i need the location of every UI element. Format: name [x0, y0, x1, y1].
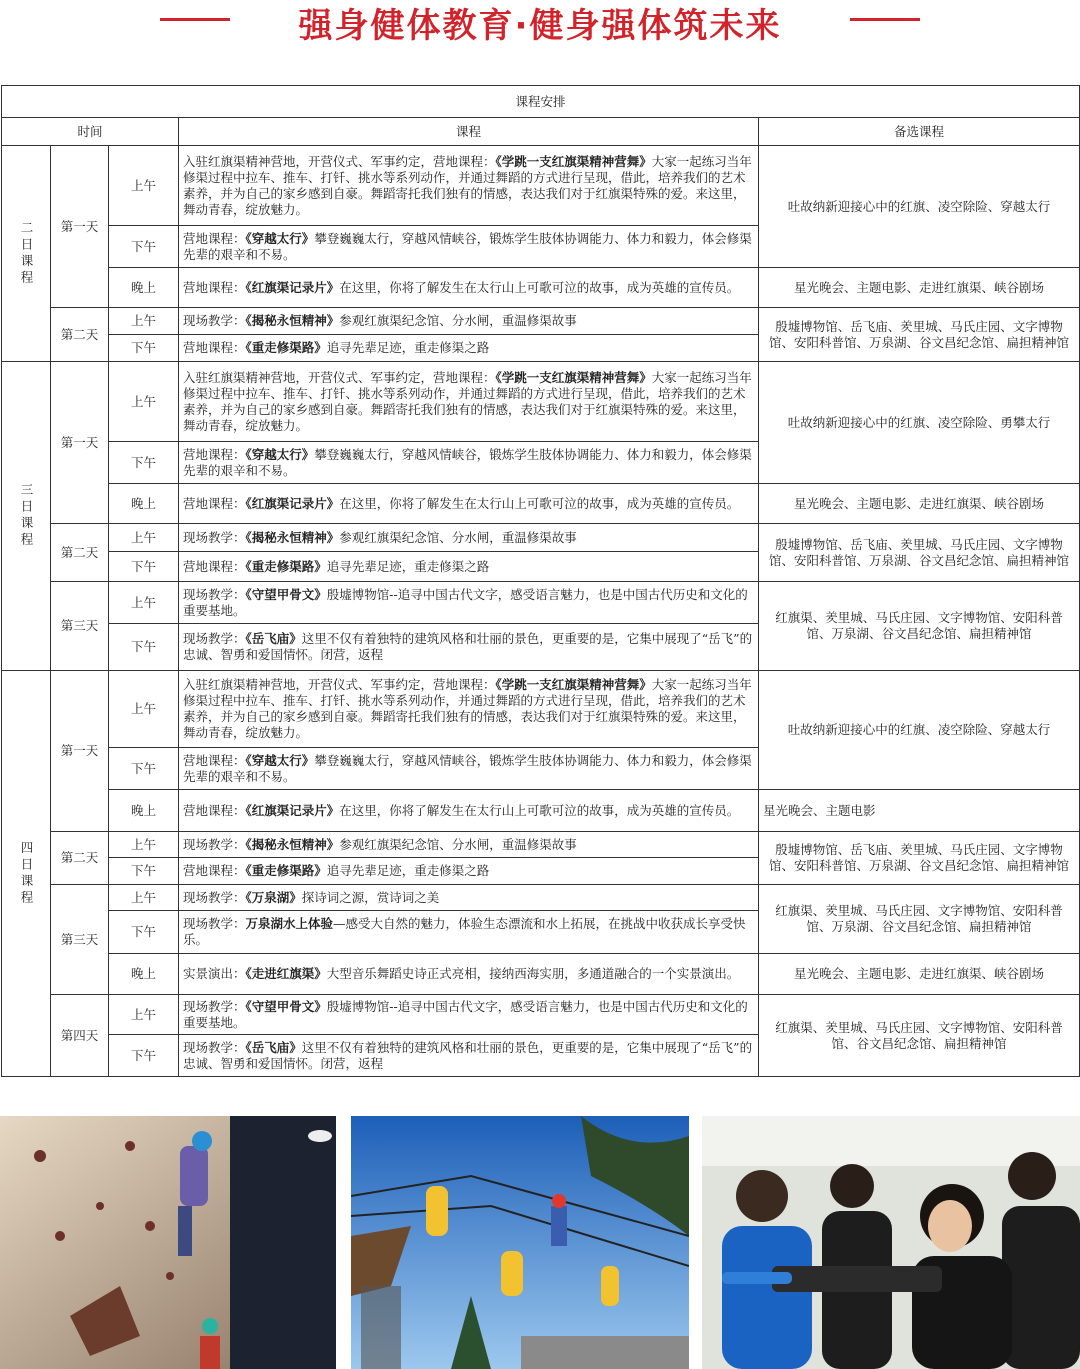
- slot-label: 晚上: [109, 954, 179, 995]
- course-cell: 入驻红旗渠精神营地，开营仪式、军事约定，营地课程：《学跳一支红旗渠精神营舞》大家一起练习当年修渠过程中拉车、推车、打钎、挑水等系列动作，并通过舞蹈的方式进行呈现，借此，培养我们的艺术素养，并为自己的家乡感到自豪。舞蹈寄托我们独有的情感，表达我们对于红旗渠特殊的爱。来这里，舞动青春，绽放魅力。: [179, 362, 759, 442]
- slot-label: 下午: [109, 624, 179, 671]
- climbing-wall-photo: [0, 1116, 336, 1369]
- course-cell: 营地课程：《重走修渠路》追寻先辈足迹，重走修渠之路: [179, 335, 759, 362]
- day-label: 第一天: [51, 671, 109, 832]
- alt-cell: 星光晚会、主题电影、走进红旗渠、峡谷剧场: [759, 484, 1080, 524]
- slot-label: 上午: [109, 308, 179, 335]
- program-2day: 二日课程: [2, 146, 51, 362]
- course-cell: 现场教学：万泉湖水上体验—感受大自然的魅力，体验生态漂流和水上拓展，在挑战中收获成长享受快乐。: [179, 911, 759, 954]
- course-cell: 现场教学：《守望甲骨文》殷墟博物馆--追寻中国古代文字，感受语言魅力，也是中国古代历史和文化的重要基地。: [179, 995, 759, 1035]
- day-label: 第四天: [51, 995, 109, 1077]
- course-cell: 现场教学：《岳飞庙》这里不仅有着独特的建筑风格和壮丽的景色，更重要的是，它集中展现了“岳飞”的忠诚、智勇和爱国情怀。闭营，返程: [179, 624, 759, 671]
- course-cell: 营地课程：《红旗渠记录片》在这里，你将了解发生在太行山上可歌可泣的故事，成为英雄的宣传员。: [179, 484, 759, 524]
- day-label: 第三天: [51, 885, 109, 995]
- photo-strip: [0, 1116, 1080, 1369]
- course-cell: 入驻红旗渠精神营地，开营仪式、军事约定，营地课程：《学跳一支红旗渠精神营舞》大家一起练习当年修渠过程中拉车、推车、打钎、挑水等系列动作，并通过舞蹈的方式进行呈现，借此，培养我们的艺术素养，并为自己的家乡感到自豪。舞蹈寄托我们独有的情感，表达我们对于红旗渠特殊的爱。来这里，舞动青春，绽放魅力。: [179, 146, 759, 226]
- slot-label: 上午: [109, 832, 179, 858]
- alt-cell: 星光晚会、主题电影、走进红旗渠、峡谷剧场: [759, 954, 1080, 995]
- slot-label: 下午: [109, 226, 179, 268]
- slot-label: 下午: [109, 1035, 179, 1077]
- course-cell: 现场教学：《岳飞庙》这里不仅有着独特的建筑风格和壮丽的景色，更重要的是，它集中展现了“岳飞”的忠诚、智勇和爱国情怀。闭营，返程: [179, 1035, 759, 1077]
- course-cell: 营地课程：《穿越太行》攀登巍巍太行，穿越风情峡谷，锻炼学生肢体协调能力、体力和毅力，体会修渠先辈的艰辛和不易。: [179, 748, 759, 790]
- slot-label: 晚上: [109, 790, 179, 832]
- slot-label: 晚上: [109, 268, 179, 308]
- alt-cell: 吐故纳新迎接心中的红旗、凌空除险、穿越太行: [759, 671, 1080, 790]
- day-label: 第三天: [51, 582, 109, 671]
- alt-cell: 星光晚会、主题电影、走进红旗渠、峡谷剧场: [759, 268, 1080, 308]
- rope-course-photo: [351, 1116, 689, 1369]
- course-cell: 营地课程：《重走修渠路》追寻先辈足迹，重走修渠之路: [179, 552, 759, 582]
- banner-right-line: [850, 18, 920, 21]
- laser-tag-photo: [702, 1116, 1080, 1369]
- course-cell: 现场教学：《揭秘永恒精神》参观红旗渠纪念馆、分水闸，重温修渠故事: [179, 308, 759, 335]
- course-cell: 营地课程：《穿越太行》攀登巍巍太行，穿越风情峡谷，锻炼学生肢体协调能力、体力和毅力，体会修渠先辈的艰辛和不易。: [179, 226, 759, 268]
- slot-label: 下午: [109, 748, 179, 790]
- program-3day: 三日课程: [2, 362, 51, 671]
- slot-label: 上午: [109, 671, 179, 748]
- course-cell: 入驻红旗渠精神营地，开营仪式、军事约定，营地课程：《学跳一支红旗渠精神营舞》大家一起练习当年修渠过程中拉车、推车、打钎、挑水等系列动作，并通过舞蹈的方式进行呈现，借此，培养我们的艺术素养，并为自己的家乡感到自豪。舞蹈寄托我们独有的情感，表达我们对于红旗渠特殊的爱。来这里，舞动青春，绽放魅力。: [179, 671, 759, 748]
- day-label: 第二天: [51, 524, 109, 582]
- slot-label: 下午: [109, 552, 179, 582]
- alt-cell: 吐故纳新迎接心中的红旗、凌空除险、穿越太行: [759, 146, 1080, 268]
- course-cell: 现场教学：《万泉湖》探诗词之源，赏诗词之美: [179, 885, 759, 911]
- slot-label: 下午: [109, 335, 179, 362]
- program-4day: 四日课程: [2, 671, 51, 1077]
- slot-label: 下午: [109, 911, 179, 954]
- slot-label: 上午: [109, 582, 179, 624]
- slot-label: 下午: [109, 858, 179, 885]
- slot-label: 晚上: [109, 484, 179, 524]
- course-cell: 实景演出：《走进红旗渠》大型音乐舞蹈史诗正式亮相，接纳西海实朋，多通道融合的一个实景演出。: [179, 954, 759, 995]
- header-alt: 备选课程: [759, 118, 1080, 146]
- alt-cell: 红旗渠、羑里城、马氏庄园、文字博物馆、安阳科普馆、万泉湖、谷文昌纪念馆、扁担精神馆: [759, 885, 1080, 954]
- slot-label: 上午: [109, 362, 179, 442]
- alt-cell: 红旗渠、羑里城、马氏庄园、文字博物馆、安阳科普馆、谷文昌纪念馆、扁担精神馆: [759, 995, 1080, 1077]
- alt-cell: 殷墟博物馆、岳飞庙、羑里城、马氏庄园、文字博物馆、安阳科普馆、万泉湖、谷文昌纪念馆、扁担精神馆: [759, 832, 1080, 885]
- banner: [0, 0, 1080, 44]
- banner-title: 强身健体教育·健身强体筑未来: [298, 6, 782, 46]
- course-cell: 现场教学：《揭秘永恒精神》参观红旗渠纪念馆、分水闸，重温修渠故事: [179, 524, 759, 552]
- course-cell: 现场教学：《守望甲骨文》殷墟博物馆--追寻中国古代文字，感受语言魅力，也是中国古代历史和文化的重要基地。: [179, 582, 759, 624]
- header-time: 时间: [2, 118, 179, 146]
- slot-label: 上午: [109, 146, 179, 226]
- day-label: 第二天: [51, 832, 109, 885]
- slot-label: 下午: [109, 442, 179, 484]
- course-cell: 营地课程：《红旗渠记录片》在这里，你将了解发生在太行山上可歌可泣的故事，成为英雄的宣传员。: [179, 790, 759, 832]
- alt-cell: 红旗渠、羑里城、马氏庄园、文字博物馆、安阳科普馆、万泉湖、谷文昌纪念馆、扁担精神馆: [759, 582, 1080, 671]
- table-caption: 课程安排: [2, 86, 1080, 118]
- alt-cell: 星光晚会、主题电影: [759, 790, 1080, 832]
- alt-cell: 吐故纳新迎接心中的红旗、凌空除险、勇攀太行: [759, 362, 1080, 484]
- day-label: 第一天: [51, 146, 109, 308]
- course-cell: 营地课程：《穿越太行》攀登巍巍太行，穿越风情峡谷，锻炼学生肢体协调能力、体力和毅力，体会修渠先辈的艰辛和不易。: [179, 442, 759, 484]
- schedule-table: [1, 85, 1080, 1077]
- course-cell: 营地课程：《重走修渠路》追寻先辈足迹，重走修渠之路: [179, 858, 759, 885]
- alt-cell: 殷墟博物馆、岳飞庙、羑里城、马氏庄园、文字博物馆、安阳科普馆、万泉湖、谷文昌纪念馆、扁担精神馆: [759, 308, 1080, 362]
- header-course: 课程: [179, 118, 759, 146]
- slot-label: 上午: [109, 885, 179, 911]
- slot-label: 上午: [109, 995, 179, 1035]
- alt-cell: 殷墟博物馆、岳飞庙、羑里城、马氏庄园、文字博物馆、安阳科普馆、万泉湖、谷文昌纪念馆、扁担精神馆: [759, 524, 1080, 582]
- course-cell: 现场教学：《揭秘永恒精神》参观红旗渠纪念馆、分水闸，重温修渠故事: [179, 832, 759, 858]
- course-cell: 营地课程：《红旗渠记录片》在这里，你将了解发生在太行山上可歌可泣的故事，成为英雄的宣传员。: [179, 268, 759, 308]
- slot-label: 上午: [109, 524, 179, 552]
- day-label: 第一天: [51, 362, 109, 524]
- day-label: 第二天: [51, 308, 109, 362]
